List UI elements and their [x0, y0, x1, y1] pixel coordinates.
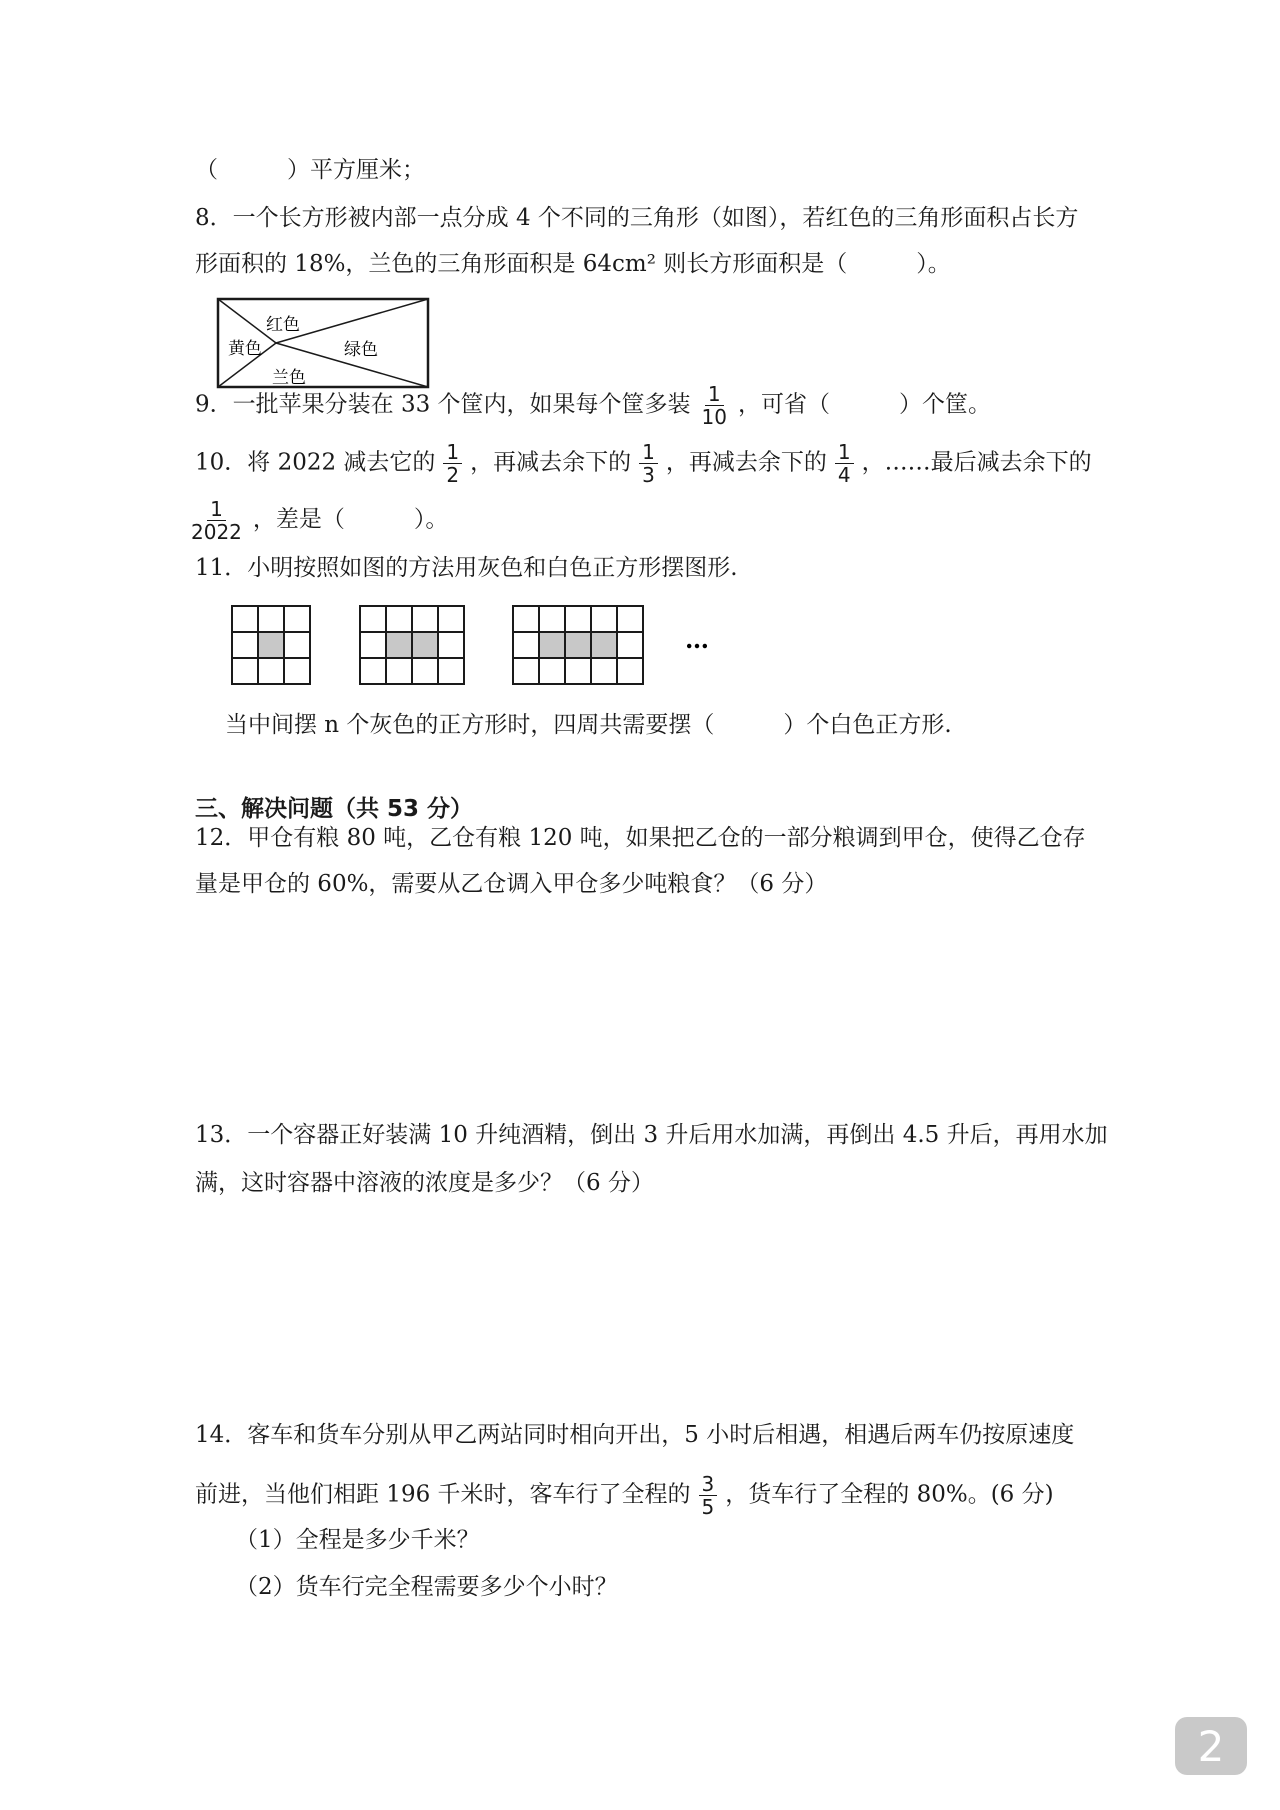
q12-line2: 量是甲仓的 60%，需要从乙仓调入甲仓多少吨粮食？（6 分）	[195, 871, 828, 897]
q11-answer-line: 当中间摆 n 个灰色的正方形时，四周共需要摆（ ）个白色正方形.	[225, 712, 952, 738]
q10-fraction-half: $\frac{1}{2}$	[443, 441, 462, 486]
section3-title: 三、解决问题（共 53 分）	[195, 796, 474, 822]
q14-line1: 14．客车和货车分别从甲乙两站同时相向开出，5 小时后相遇，相遇后两车仍按原速度	[195, 1422, 1075, 1448]
q11-square-patterns	[230, 604, 730, 688]
page-number-badge	[1175, 1717, 1247, 1775]
q14-sub2: （2）货车行完全程需要多少个小时？	[235, 1574, 618, 1600]
q9-text-before: 9．一批苹果分装在 33 个筐内，如果每个筐多装	[195, 391, 691, 418]
q10-fraction-third: $\frac{1}{3}$	[639, 441, 658, 486]
q8-label-red: 红色	[266, 315, 300, 335]
pattern-2	[360, 606, 464, 684]
q13-line2: 满，这时容器中溶液的浓度是多少？（6 分）	[195, 1170, 654, 1196]
q10-line2: $\frac{1}{2022}$ ，差是（ ）。	[188, 498, 448, 543]
q12-line1: 12．甲仓有粮 80 吨，乙仓有粮 120 吨，如果把乙仓的一部分粮调到甲仓，使得乙仓存	[195, 825, 1086, 851]
q8-label-yellow: 黄色	[228, 339, 262, 359]
q10-fraction-2022: $\frac{1}{2022}$	[191, 497, 242, 544]
q10-line1: 10．将 2022 减去它的 $\frac{1}{2}$ ，再减去余下的 $\frac{1}{3}$ ，再减去余下的 $\frac{1}{4}$ ，……最后减去余下的	[195, 440, 1092, 487]
q8-rectangle-figure	[216, 297, 430, 389]
q8-label-green: 绿色	[344, 340, 378, 360]
q10-fraction-quarter: $\frac{1}{4}$	[835, 441, 854, 486]
q14-sub1: （1）全程是多少千米？	[235, 1527, 480, 1553]
q11-ellipsis: …	[685, 625, 709, 654]
q8-line2: 形面积的 18%，兰色的三角形面积是 64cm² 则长方形面积是（ ）。	[195, 251, 951, 277]
q9-text-after: ，可省（ ）个筐。	[737, 391, 991, 418]
q14-line2: 前进，当他们相距 196 千米时，客车行了全程的 $\frac{3}{5}$ ，货车行了全程的 80%。(6 分)	[195, 1472, 1054, 1519]
q8-line1: 8．一个长方形被内部一点分成 4 个不同的三角形（如图），若红色的三角形面积占长方	[195, 205, 1079, 231]
q9-line	[195, 383, 991, 428]
q8-label-blue: 兰色	[272, 368, 306, 388]
q14-fraction: $\frac{3}{5}$	[699, 1473, 718, 1518]
pattern-3	[513, 606, 643, 684]
q13-line1: 13．一个容器正好装满 10 升纯酒精，倒出 3 升后用水加满，再倒出 4.5 升后，再用水加	[195, 1122, 1108, 1148]
q11-line: 11．小明按照如图的方法用灰色和白色正方形摆图形.	[195, 555, 738, 581]
page-number: 2	[1197, 1721, 1225, 1771]
q7-tail: （ ）平方厘米；	[195, 157, 425, 183]
q9-fraction: $\frac{1}{10}$	[701, 382, 727, 429]
pattern-1	[232, 606, 310, 684]
